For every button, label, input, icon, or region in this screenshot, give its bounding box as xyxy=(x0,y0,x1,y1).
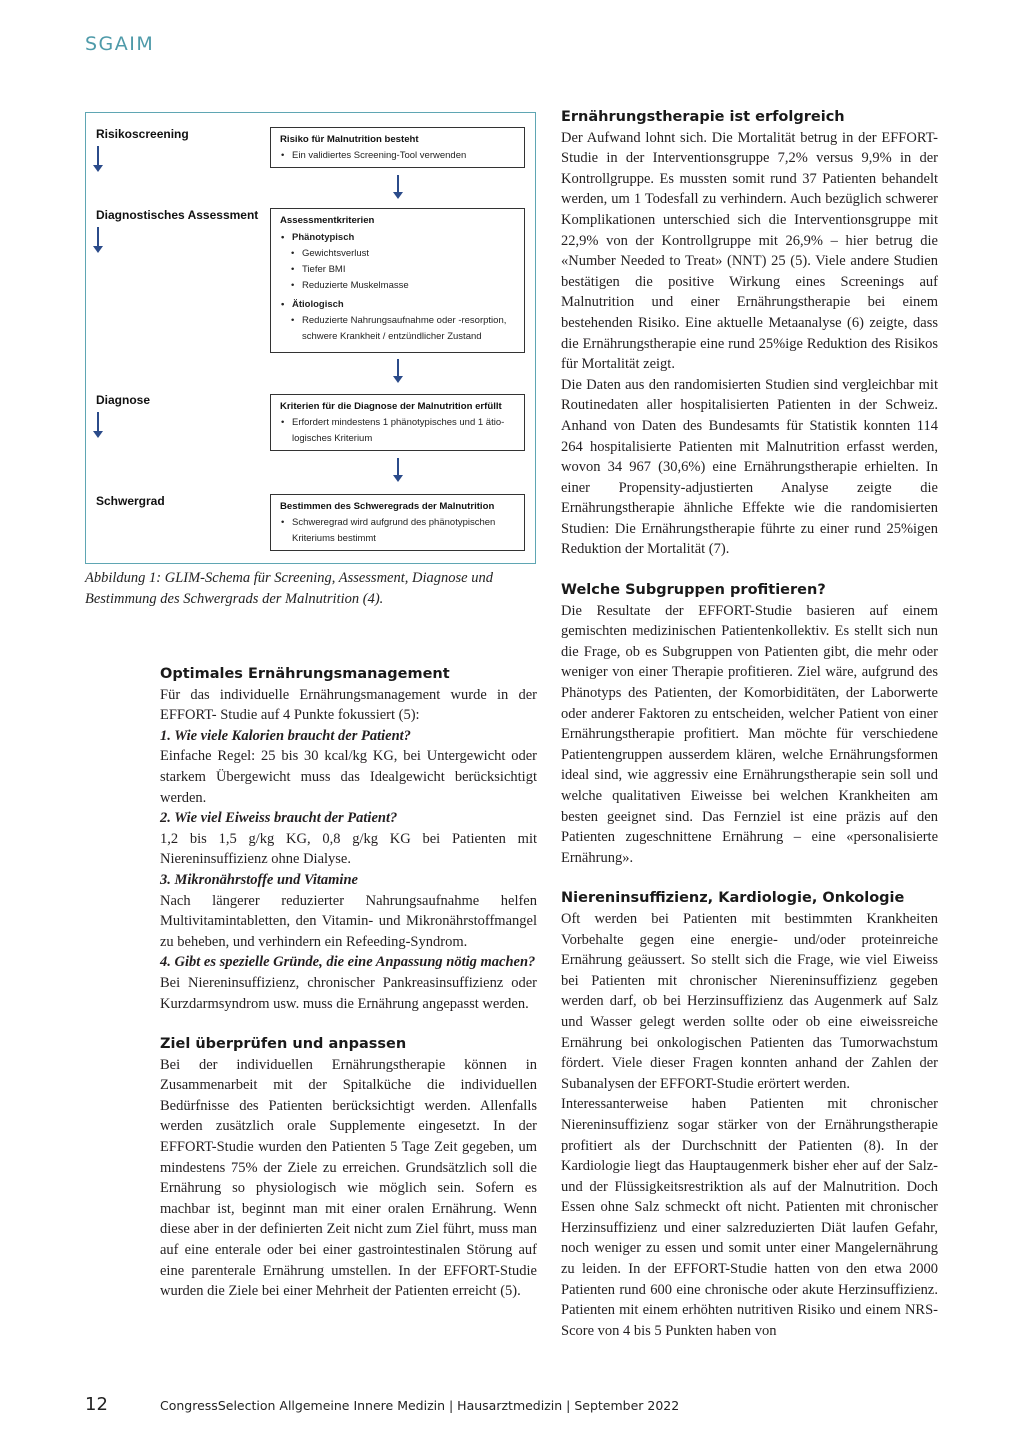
paragraph: Interessanterweise haben Patienten mit chronischer Niereninsuffizienz sogar stärker von der Ernährungstherapie profitiert als der Durchschnitt der Patienten (8). In der Kardiologie liegt das Hauptaugenmerk bisher eher auf der Salz- und der Flüssigkeitsrestriktion als auf der Malnutrition. Doch Essen ohne Salz schmeckt oft nicht. Patienten mit chronischer Herzinsuffizienz und einer salzreduzierten Diät laufen Gefahr, noch weniger zu essen und somit unter einer Mangelernährung zu leiden. In der EFFORT-Studie hatten von den etwa 2000 Patienten rund 600 eine chronische oder akute Herzinsuffizienz. Patienten mit einem erhöhten nutritiven Risiko und einem NRS-Score von 4 bis 5 Punkten haben von xyxy=(561,1096,938,1339)
question: 4. Gibt es spezielle Gründe, die eine Anpassung nötig machen? xyxy=(160,954,536,971)
box-title: Bestimmen des Schweregrads der Malnutrition xyxy=(280,501,495,512)
paragraph: Bei der individuellen Ernährungstherapie können in Zusammenarbeit mit der Spitalküche die individuellen Bedürfnisse des Patienten berücksichtigt werden. Allenfalls werden zusätzlich orale Supplemente eingesetzt. In der EFFORT-Studie wurden den Patienten 5 Tage Zeit gegeben, um mindestens 75% der Ziele zu erreichen. Grundsätzlich soll die Ernährung so physiologisch wie möglich sein. Sofern es machbar ist, beginnt man mit einer oralen Ernährung. Wenn diese aber in der definierten Zeit nicht zum Ziel führt, muss man auf eine enterale oder bei einer gastrointestinalen Störung auf eine parenterale Ernährung umstellen. In der EFFORT-Studie wurden die Ziele bei einer Mehrheit der Patienten erreicht (5). xyxy=(160,1056,537,1300)
box-item: • Tiefer BMI xyxy=(290,262,516,278)
box-title: Kriterien für die Diagnose der Malnutrition erfüllt xyxy=(280,401,502,412)
section-heading: Optimales Ernährungsmanagement xyxy=(160,666,450,682)
right-column xyxy=(561,107,938,1341)
box-item: • Gewichtsverlust xyxy=(290,246,516,262)
box-diagnose xyxy=(270,394,525,451)
section-heading: Ernährungstherapie ist erfolgreich xyxy=(561,109,845,125)
box-title: Assessmentkriterien xyxy=(280,215,375,226)
box-group: • Phänotypisch xyxy=(280,230,516,246)
paragraph: Bei Niereninsuffizienz, chronischer Pankreasinsuffizienz oder Kurzdarmsyndrom usw. muss die Ernährung angepasst werden. xyxy=(160,974,537,1012)
stage-arrow-icon xyxy=(93,146,103,172)
stage-arrow-icon xyxy=(93,412,103,438)
page-number: 12 xyxy=(85,1394,108,1415)
brand-logo: SGAIM xyxy=(85,33,155,55)
box-item-cont: schwere Krankheit / entzündlicher Zustand xyxy=(302,331,482,342)
section-heading: Ziel überprüfen und anpassen xyxy=(160,1036,407,1053)
glim-figure xyxy=(85,112,536,564)
box-item: • Schweregrad wird aufgrund des phänotypischen xyxy=(280,515,516,531)
figure-caption: Abbildung 1: GLIM-Schema für Screening, Assessment, Diagnose und Bestimmung des Schwergrads der Malnutrition (4). xyxy=(85,570,493,607)
box-assessmentkriterien xyxy=(270,208,525,353)
stage-risikoscreening: Risikoscreening xyxy=(96,127,189,141)
paragraph: Die Daten aus den randomisierten Studien sind vergleichbar mit Routinedaten aller hospitalisierten Patienten in der Schweiz. Anhand von Daten des Bundesamts für Statistik konnten 114 264 hospitalisierte Patienten mit Malnutrition erfasst werden, wovon 34 967 (30,6%) eine Ernährungstherapie erhielten. In einer Propensity-adjustierten Analyse zeigte die Ernährungstherapie ähnliche Effekte wie die randomisierten Studien: Die Ernährungstherapie führte zu einer rund 25%igen Reduktion der Mortalität (7). xyxy=(561,376,938,558)
box-item: • Reduzierte Muskelmasse xyxy=(290,278,516,294)
box-item-cont: logisches Kriterium xyxy=(292,433,373,444)
paragraph: 1,2 bis 1,5 g/kg KG, 0,8 g/kg KG bei Patienten mit Niereninsuffizienz ohne Dialyse. xyxy=(160,830,537,868)
stage-assessment: Diagnostisches Assessment xyxy=(96,208,259,222)
paragraph: Oft werden bei Patienten mit bestimmten Krankheiten Vorbehalte gegen eine energie- und/oder proteinreiche Ernährung geäussert. So stellt sich die Frage, wie viel Eiweiss bei Patienten mit chronischer Niereninsuffizienz gegeben werden darf, ob bei Herzinsuffizienz das Augenmerk auf Salz und Wasser gelegt werden sollte oder ob eine eiweissreiche Ernährung bei onkologischen Patienten das Tumorwachstum fördert. Viele dieser Fragen konnten anhand der Zahlen der Subanalysen der EFFORT-Studie erörtert werden. xyxy=(561,910,938,1092)
box-schweregrad xyxy=(270,494,525,551)
box-title: Risiko für Malnutrition besteht xyxy=(280,134,419,145)
paragraph: Die Resultate der EFFORT-Studie basieren auf einem gemischten medizinischen Patientenkollektiv. Es stellt sich nun die Frage, ob es Subgruppen von Patienten gibt, die mehr oder weniger von einer Therapie profitieren. Ziel wäre, aufgrund des Phänotyps des Patienten, der Komorbiditäten, der Laborwerte oder anderer Faktoren zu entscheiden, welcher Patient von einer Ernährungstherapie profitiert. Man möchte für verschiedene Patientengruppen ausserdem klären, welche Ernährungsformen ideal sind, wie aggressiv eine Ernährungstherapie sein soll und welche qualitativen Eiweisse bei welchen Krankheiten am besten geeignet sind. Das Fernziel ist eine präzis auf den Patienten zugeschnittene Ernährung – eine «personalisierte Ernährung». xyxy=(561,602,938,866)
footer-text: CongressSelection Allgemeine Innere Medizin | Hausarztmedizin | September 2022 xyxy=(160,1398,680,1413)
box-item: • Erfordert mindestens 1 phänotypisches und 1 ätio- xyxy=(280,415,516,431)
stage-arrow-icon xyxy=(93,227,103,253)
box-item: • Ein validiertes Screening-Tool verwenden xyxy=(280,148,516,164)
question: 2. Wie viel Eiweiss braucht der Patient? xyxy=(160,810,398,827)
box-risiko xyxy=(270,127,525,168)
paragraph: Nach längerer reduzierter Nahrungsaufnahme helfen Multivitamintabletten, den Vitamin- und Mikronährstoffmangel zu beheben, und verhindern ein Refeeding-Syndrom. xyxy=(160,892,537,950)
question: 3. Mikronährstoffe und Vitamine xyxy=(160,871,358,888)
box-item-cont: Kriteriums bestimmt xyxy=(292,533,376,544)
stage-schwergrad: Schwergrad xyxy=(96,494,165,508)
section-heading: Welche Subgruppen profitieren? xyxy=(561,582,826,599)
flow-arrow-icon xyxy=(393,359,403,384)
question: 1. Wie viele Kalorien braucht der Patient? xyxy=(160,727,411,744)
paragraph: Für das individuelle Ernährungsmanagement wurde in der EFFORT- Studie auf 4 Punkte fokussiert (5): xyxy=(160,686,537,724)
paragraph: Einfache Regel: 25 bis 30 kcal/kg KG, bei Untergewicht oder starkem Übergewicht muss das Idealgewicht berücksichtigt werden. xyxy=(160,748,537,806)
box-group: • Ätiologisch xyxy=(280,297,516,313)
left-column xyxy=(160,664,537,1302)
flow-arrow-icon xyxy=(393,175,403,200)
flow-arrow-icon xyxy=(393,458,403,483)
section-heading: Niereninsuffizienz, Kardiologie, Onkologie xyxy=(561,890,905,907)
stage-diagnose: Diagnose xyxy=(96,393,151,407)
paragraph: Der Aufwand lohnt sich. Die Mortalität betrug in der EFFORT-Studie in der Interventionsgruppe 7,2% versus 9,9% in der Kontrollgruppe. Es mussten somit rund 37 Patienten behandelt werden, um 1 Todesfall zu verhindern. Auch bezüglich schwerer Komplikationen unterschied sich die Interventionsgruppe mit 22,9% von der Kontrollgruppe mit 26,9% – hier betrug die «Number Needed to Treat» (NNT) 25 (5). Viele andere Studien bestätigen die positive Wirkung eines Screenings auf Malnutrition und einer Ernährungstherapie bei einem bestehenden Risiko. Eine aktuelle Metaanalyse (6) zeigte, dass die Ernährungstherapie eine rund 25%ige Reduktion des Risikos für Mortalität zeigt. xyxy=(561,129,938,373)
box-item: • Reduzierte Nahrungsaufnahme oder -resorption, xyxy=(290,313,516,329)
